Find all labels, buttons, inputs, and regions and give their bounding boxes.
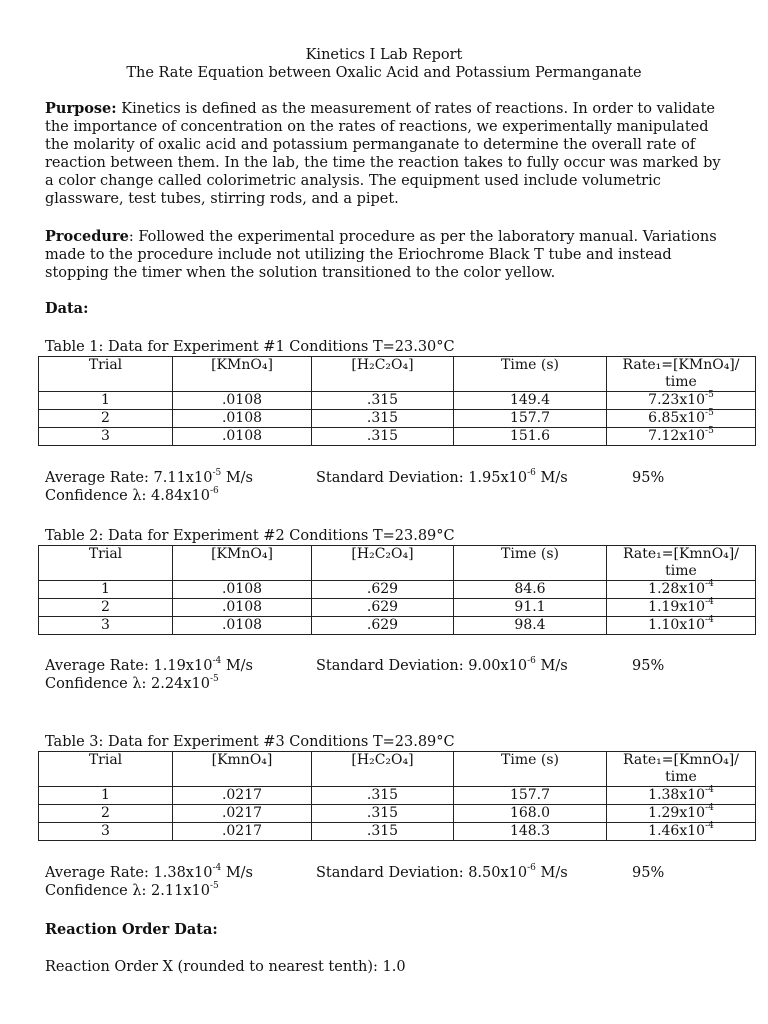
purpose-section: Purpose: Kinetics is defined as the measurement of rates of reactions. In order to validate the importance of concentration on the rates of reactions, we experimentally manipulated the molarity of oxalic acid and potassium permanganate to determine the overall rate of reaction between them. In the lab, the time the reaction takes to fully occur was marked by a color change called colorimetric analysis. The equipment used include volumetric glassware, test tubes, stirring rods, and a pipet. (45, 100, 721, 207)
table-header-row (39, 357, 756, 392)
cell-h2c2o4: .315 (312, 392, 454, 410)
table-row (39, 392, 756, 410)
cell-rate: $1.28x10^{-4}$ (607, 581, 756, 599)
data-heading: Data: (45, 300, 89, 317)
average-rate: Average Rate: $1.38x10^{-4}$ M/s (45, 863, 254, 881)
reaction-order-heading: Reaction Order Data: (45, 921, 218, 938)
cell-h2c2o4: .629 (312, 599, 454, 617)
cell-trial: 1 (39, 787, 173, 805)
table-row (39, 599, 756, 617)
procedure-section: Procedure: Followed the experimental procedure as per the laboratory manual. Variations made to the procedure include not utilizing the Eriochrome Black T tube and instead stopping the timer when the solution transitioned to the color yellow. (45, 228, 717, 281)
data-table-2 (38, 545, 756, 635)
data-table-1 (38, 356, 756, 446)
header-time: Time (s) (454, 752, 607, 787)
procedure-label: Procedure (45, 228, 129, 245)
cell-trial: 3 (39, 428, 173, 446)
table-row (39, 581, 756, 599)
purpose-text: Kinetics is defined as the measurement of rates of reactions. In order to validate the importance of concentration on the rates of reactions, we experimentally manipulated the molarity of oxalic acid and potassium permanganate to determine the overall rate of reaction between them. In the lab, the time the reaction takes to fully occur was marked by a color change called colorimetric analysis. The equipment used include volumetric glassware, test tubes, stirring rods, and a pipet. (45, 101, 721, 207)
average-rate: Average Rate: $1.19x10^{-4}$ M/s (45, 656, 254, 674)
confidence-percent: 95% (632, 658, 665, 674)
confidence-percent: 95% (632, 470, 665, 486)
table-header-row (39, 752, 756, 787)
cell-time: 148.3 (454, 823, 607, 841)
cell-trial: 2 (39, 410, 173, 428)
cell-time: 151.6 (454, 428, 607, 446)
cell-time: 149.4 (454, 392, 607, 410)
table-2-stats (45, 657, 745, 693)
standard-deviation: Standard Deviation: $9.00x10^{-6}$ M/s (316, 656, 568, 674)
header-time: Time (s) (454, 357, 607, 392)
table-row (39, 428, 756, 446)
table-3-stats (45, 864, 745, 900)
cell-h2c2o4: .315 (312, 787, 454, 805)
confidence-percent: 95% (632, 865, 665, 881)
cell-kmno4: .0108 (173, 428, 312, 446)
cell-kmno4: .0108 (173, 392, 312, 410)
cell-trial: 2 (39, 599, 173, 617)
table-3-caption: Table 3: Data for Experiment #3 Conditions T=23.89°C (45, 734, 455, 750)
cell-time: 157.7 (454, 410, 607, 428)
cell-trial: 3 (39, 617, 173, 635)
cell-kmno4: .0108 (173, 617, 312, 635)
cell-time: 168.0 (454, 805, 607, 823)
header-rate: Rate₁=[KmnO₄]/ time (607, 546, 756, 581)
header-h2c2o4: [H₂C₂O₄] (312, 546, 454, 581)
standard-deviation: Standard Deviation: $1.95x10^{-6}$ M/s (316, 468, 568, 486)
procedure-text: Followed the experimental procedure as per the laboratory manual. Variations made to the procedure include not utilizing the Eriochrome Black T tube and instead stopping the timer when the solution transitioned to the color yellow. (45, 229, 717, 281)
cell-rate: $7.23x10^{-5}$ (607, 392, 756, 410)
header-trial: Trial (39, 546, 173, 581)
cell-kmno4: .0108 (173, 599, 312, 617)
header-kmno4: [KmnO₄] (173, 752, 312, 787)
cell-rate: $1.46x10^{-4}$ (607, 823, 756, 841)
average-rate: Average Rate: $7.11x10^{-5}$ M/s (45, 468, 254, 486)
cell-rate: $6.85x10^{-5}$ (607, 410, 756, 428)
header-rate: Rate₁=[KMnO₄]/ time (607, 357, 756, 392)
table-row (39, 410, 756, 428)
header-rate: Rate₁=[KmnO₄]/ time (607, 752, 756, 787)
cell-kmno4: .0217 (173, 823, 312, 841)
table-row (39, 787, 756, 805)
data-table-3 (38, 751, 756, 841)
cell-h2c2o4: .629 (312, 617, 454, 635)
cell-rate: $7.12x10^{-5}$ (607, 428, 756, 446)
purpose-label: Purpose (45, 100, 112, 117)
cell-rate: $1.10x10^{-4}$ (607, 617, 756, 635)
cell-h2c2o4: .315 (312, 410, 454, 428)
header-trial: Trial (39, 752, 173, 787)
cell-rate: $1.38x10^{-4}$ (607, 787, 756, 805)
header-kmno4: [KMnO₄] (173, 546, 312, 581)
cell-h2c2o4: .315 (312, 428, 454, 446)
report-title: Kinetics I Lab Report (305, 47, 463, 63)
cell-trial: 1 (39, 392, 173, 410)
cell-trial: 1 (39, 581, 173, 599)
header-h2c2o4: [H₂C₂O₄] (312, 752, 454, 787)
table-1-caption: Table 1: Data for Experiment #1 Conditions T=23.30°C (45, 339, 455, 355)
cell-h2c2o4: .629 (312, 581, 454, 599)
cell-kmno4: .0108 (173, 581, 312, 599)
cell-h2c2o4: .315 (312, 805, 454, 823)
cell-kmno4: .0108 (173, 410, 312, 428)
cell-rate: $1.19x10^{-4}$ (607, 599, 756, 617)
cell-trial: 3 (39, 823, 173, 841)
header-time: Time (s) (454, 546, 607, 581)
report-subtitle: The Rate Equation between Oxalic Acid and Potassium Permanganate (126, 65, 642, 81)
table-row (39, 805, 756, 823)
header-h2c2o4: [H₂C₂O₄] (312, 357, 454, 392)
table-header-row (39, 546, 756, 581)
cell-kmno4: .0217 (173, 805, 312, 823)
cell-rate: $1.29x10^{-4}$ (607, 805, 756, 823)
confidence-lambda: Confidence λ: $4.84x10^{-6}$ (45, 486, 219, 504)
cell-time: 91.1 (454, 599, 607, 617)
cell-h2c2o4: .315 (312, 823, 454, 841)
cell-time: 157.7 (454, 787, 607, 805)
table-1-stats (45, 469, 745, 505)
confidence-lambda: Confidence λ: $2.11x10^{-5}$ (45, 881, 219, 899)
confidence-lambda: Confidence λ: $2.24x10^{-5}$ (45, 674, 219, 692)
cell-time: 98.4 (454, 617, 607, 635)
reaction-order-text: Reaction Order X (rounded to nearest tenth): 1.0 (45, 959, 406, 975)
cell-kmno4: .0217 (173, 787, 312, 805)
table-row (39, 617, 756, 635)
cell-time: 84.6 (454, 581, 607, 599)
standard-deviation: Standard Deviation: $8.50x10^{-6}$ M/s (316, 863, 568, 881)
header-trial: Trial (39, 357, 173, 392)
table-2-caption: Table 2: Data for Experiment #2 Conditions T=23.89°C (45, 528, 455, 544)
header-kmno4: [KMnO₄] (173, 357, 312, 392)
table-row (39, 823, 756, 841)
cell-trial: 2 (39, 805, 173, 823)
